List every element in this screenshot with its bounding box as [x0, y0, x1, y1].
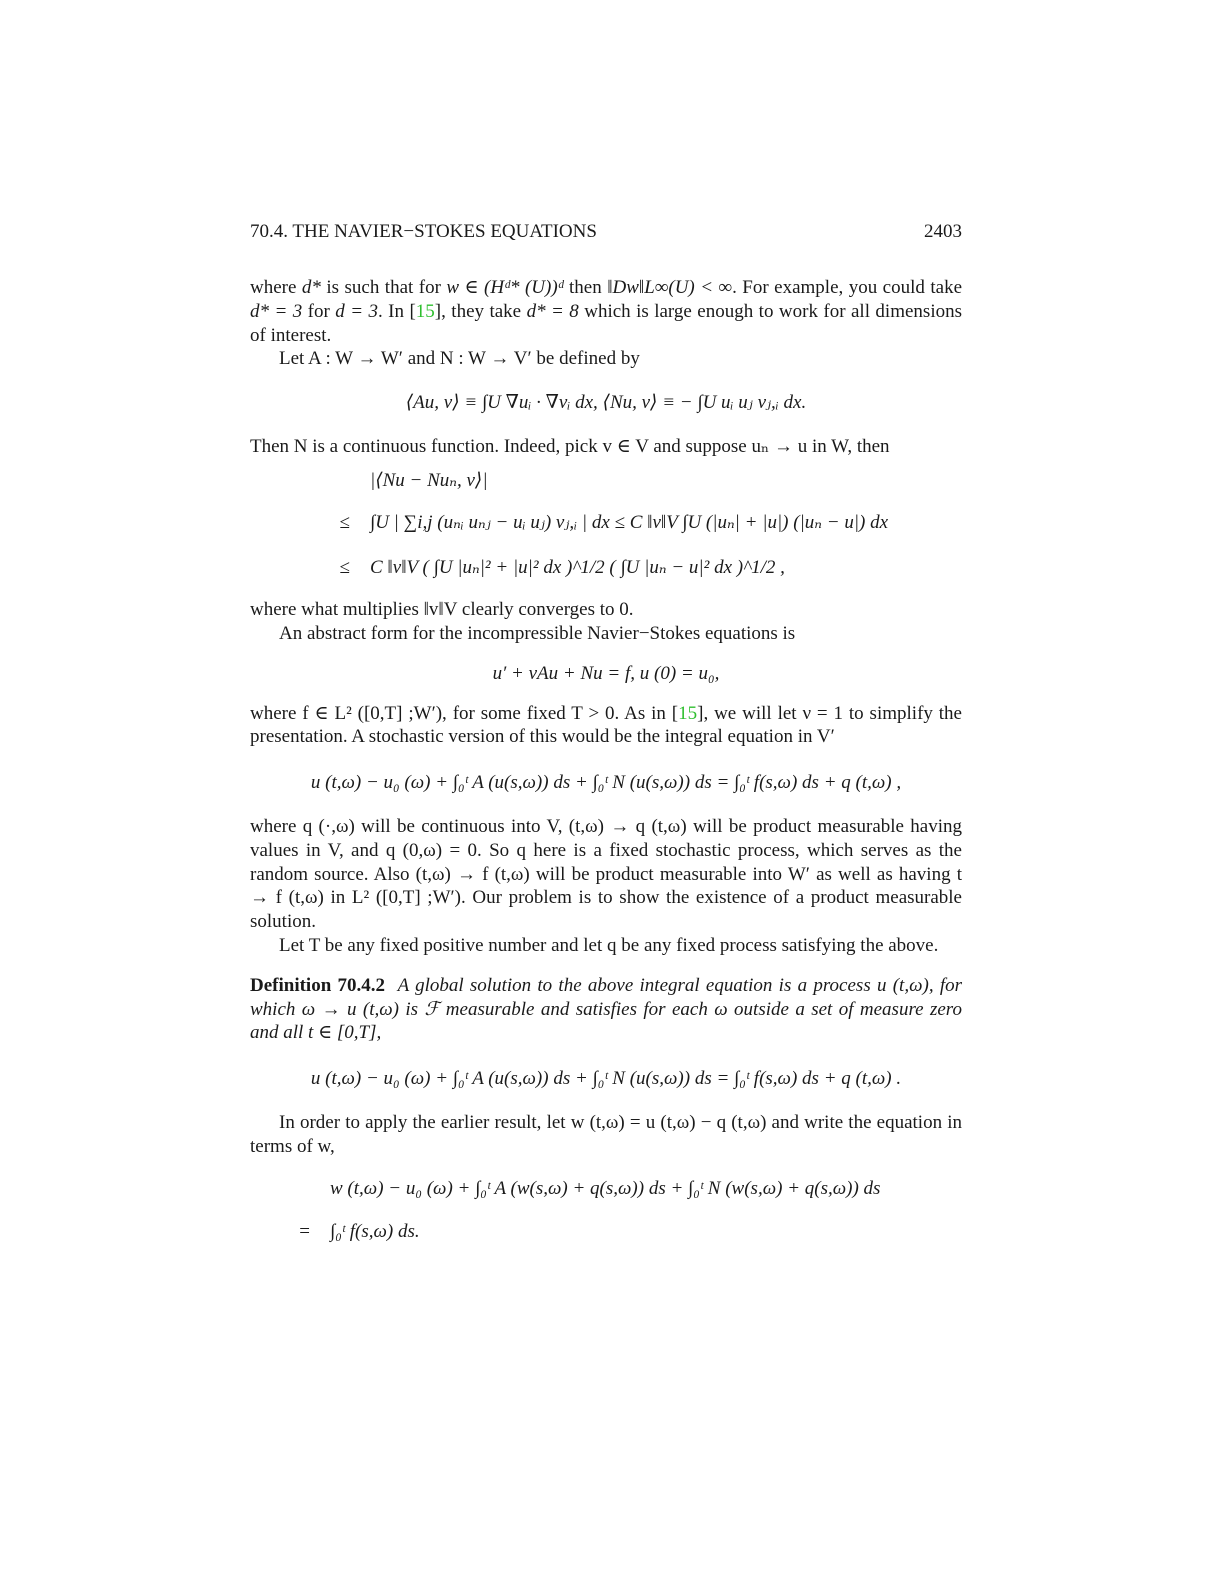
inequality-line-2: C ‖v‖V ( ∫U |uₙ|² + |u|² dx )^1/2 ( ∫U |uₙ − u|² dx )^1/2 ,: [370, 557, 785, 579]
paragraph-converges: where what multiplies ‖v‖V clearly converges to 0.: [250, 599, 634, 621]
equation-navier-stokes: u′ + νAu + Nu = f, u (0) = u₀,: [492, 662, 720, 684]
citation-link[interactable]: 15: [415, 300, 435, 322]
citation-link[interactable]: 15: [678, 702, 698, 724]
page-body: [250, 276, 962, 1252]
page-number: 2403: [924, 221, 962, 242]
definition-title: Definition 70.4.2: [250, 974, 386, 996]
equation-definition: u (t,ω) − u₀ (ω) + ∫₀ᵗ A (u(s,ω)) ds + ∫₀ᵗ N (u(s,ω)) ds = ∫₀ᵗ f(s,ω) ds + q (t,ω) .: [310, 1068, 902, 1090]
math-w-in: w ∈ (Hᵈ* (U))ᵈ: [446, 277, 564, 298]
inequality-top: |⟨Nu − Nuₙ, v⟩|: [370, 469, 488, 491]
equation-operators: ⟨Au, v⟩ ≡ ∫U ∇uᵢ · ∇vᵢ dx, ⟨Nu, v⟩ ≡ − ∫U uᵢ uⱼ vⱼ,ᵢ dx.: [405, 392, 807, 414]
equation-w-line-1: w (t,ω) − u₀ (ω) + ∫₀ᵗ A (w(s,ω) + q(s,ω)) ds + ∫₀ᵗ N (w(s,ω) + q(s,ω)) ds: [330, 1177, 881, 1199]
math-d-star: d*: [301, 277, 321, 298]
math-norm: ‖Dw‖L∞(U) < ∞: [607, 277, 733, 298]
paragraph-continuity: Then N is a continuous function. Indeed, pick v ∈ V and suppose uₙ → u in W, then: [250, 435, 890, 457]
equation-w-block: [250, 1177, 962, 1245]
paragraph-define-operators: Let A : W → W′ and N : W → V′ be defined by: [279, 348, 640, 370]
inequality-line-1: ∫U | ∑i,j (uₙᵢ uₙⱼ − uᵢ uⱼ) vⱼ,ᵢ | dx ≤ C ‖v‖V ∫U (|uₙ| + |u|) (|uₙ − u|) dx: [370, 511, 889, 533]
definition-body: A global solution to the above integral equation is a process u (t,ω), for which ω → u (t,ω) is ℱ measurable and satisfies for each ω outside a set of measure zero and all t ∈ [0,T],: [250, 974, 963, 1044]
paragraph-abstract-form: An abstract form for the incompressible Navier−Stokes equations is: [279, 622, 796, 644]
inequality-block: [250, 469, 962, 580]
equation-w-line-2: ∫₀ᵗ f(s,ω) ds.: [330, 1221, 420, 1243]
paragraph-fixed-process: Let T be any fixed positive number and let q be any fixed process satisfying the above.: [279, 934, 939, 956]
relation-leq-2: ≤: [339, 557, 350, 579]
paragraph-stochastic: where f ∈ L² ([0,T] ;W′), for some fixed T > 0. As in [15], we will let ν = 1 to simplify the presentation. A stochastic version of this would be the integral equation in V′: [250, 702, 962, 748]
relation-eq: =: [299, 1221, 310, 1243]
math-ex2: d = 3: [335, 300, 378, 322]
relation-leq-1: ≤: [339, 511, 350, 533]
math-ex3: d* = 8: [526, 300, 579, 322]
paragraph-source: where q (·,ω) will be continuous into V, (t,ω) → q (t,ω) will be product measurable having values in V, and q (0,ω) = 0. So q here is a fixed stochastic process, which serves as the random source. Also (t,ω) → f (t,ω) will be product measurable into W′ as well as having t → f (t,ω) in L² ([0,T] ;W′). Our problem is to show the existence of a product measurable solution.: [250, 815, 962, 933]
paragraph-intro: where d* is such that for w ∈ (Hᵈ* (U))ᵈ then ‖Dw‖L∞(U) < ∞. For example, you could take d* = 3 for d = 3. In [15], they take d* = 8 which is large enough to work for all dimensions of interest.: [250, 277, 963, 346]
equation-stochastic: u (t,ω) − u₀ (ω) + ∫₀ᵗ A (u(s,ω)) ds + ∫₀ᵗ N (u(s,ω)) ds = ∫₀ᵗ f(s,ω) ds + q (t,ω) ,: [310, 772, 902, 794]
math-ex1: d* = 3: [250, 300, 303, 322]
section-title: 70.4. THE NAVIER−STOKES EQUATIONS: [250, 221, 597, 242]
definition-global-solution: [250, 974, 962, 1045]
paragraph-apply-result: In order to apply the earlier result, let w (t,ω) = u (t,ω) − q (t,ω) and write the equation in terms of w,: [250, 1111, 962, 1157]
running-header: [250, 221, 962, 245]
